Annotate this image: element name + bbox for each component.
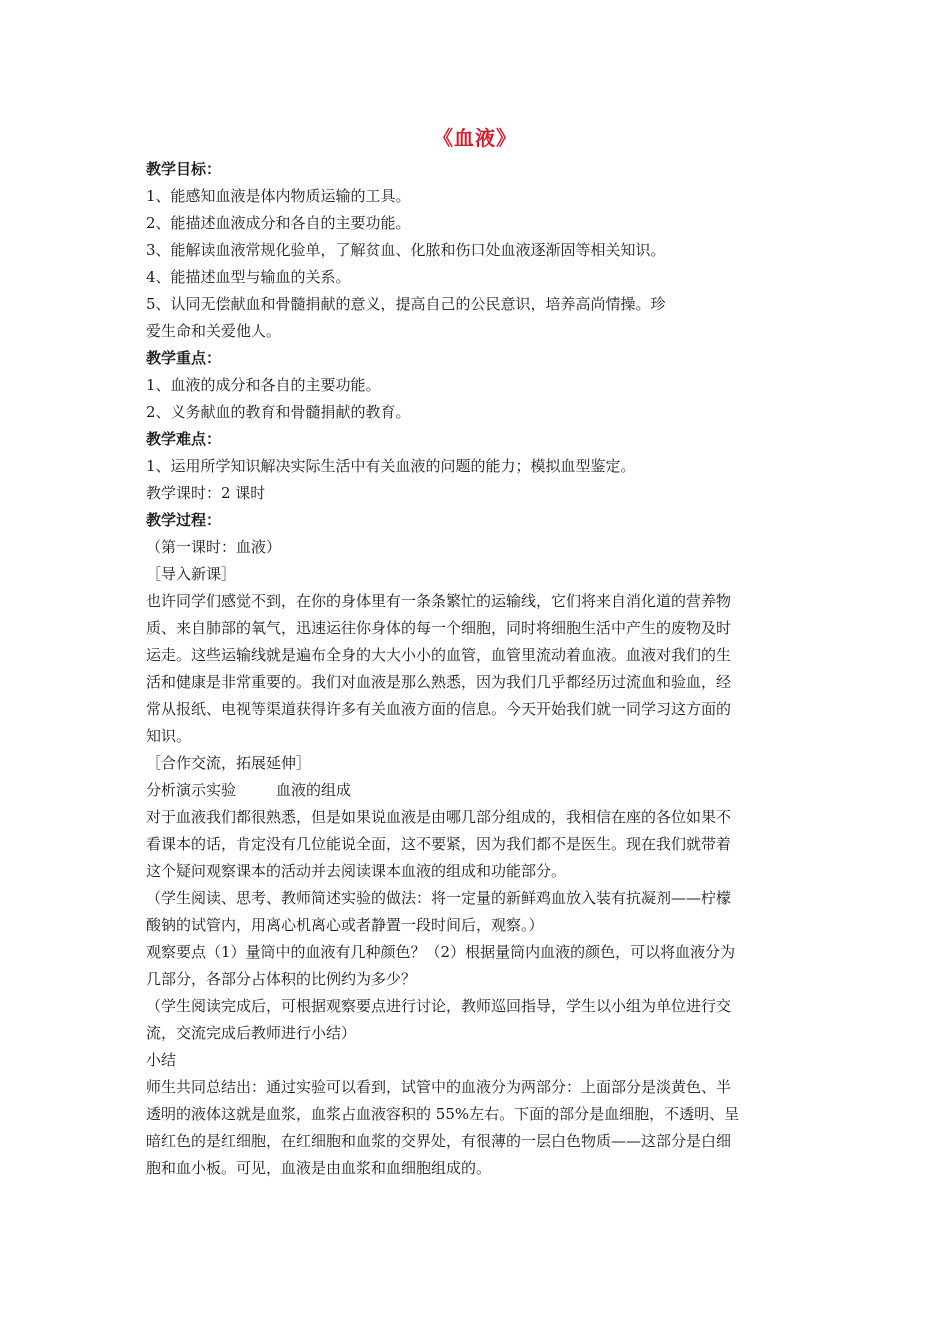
body-line — [146, 696, 812, 723]
body-line — [146, 210, 812, 237]
body-line — [146, 534, 812, 561]
line-text: 透明的液体这就是血浆，血浆占血液容积的 55%左右。下面的部分是血细胞，不透明、呈 — [146, 1105, 740, 1123]
body-line — [146, 615, 812, 642]
line-text: 教学重点： — [146, 349, 222, 367]
line-text: 暗红色的是红细胞，在红细胞和血浆的交界处，有很薄的一层白色物质——这部分是白细 — [146, 1132, 732, 1150]
body-line — [146, 966, 812, 993]
line-text: 师生共同总结出：通过实验可以看到，试管中的血液分为两部分：上面部分是淡黄色、半 — [146, 1078, 732, 1096]
body-line — [146, 885, 812, 912]
section-heading — [146, 426, 812, 453]
line-text: 分析演示实验 — [146, 781, 237, 799]
line-text: 质、来自肺部的氧气，迅速运往你身体的每一个细胞，同时将细胞生活中产生的废物及时 — [146, 619, 732, 637]
body-line — [146, 264, 812, 291]
body-line — [146, 318, 812, 345]
body-line — [146, 480, 812, 507]
line-text: 4、能描述血型与输血的关系。 — [146, 268, 351, 286]
body-line — [146, 1128, 812, 1155]
body-line — [146, 453, 812, 480]
line-text: （学生阅读、思考、教师简述实验的做法：将一定量的新鲜鸡血放入装有抗凝剂——柠檬 — [146, 889, 732, 907]
line-text: 知识。 — [146, 727, 192, 745]
body-line — [146, 723, 812, 750]
line-text: 教学课时：2 课时 — [146, 484, 266, 502]
body-line — [146, 669, 812, 696]
body-line — [146, 237, 812, 264]
body-line — [146, 588, 812, 615]
line-text: ［合作交流，拓展延伸］ — [146, 754, 312, 772]
section-heading — [146, 156, 812, 183]
line-text: 教学过程： — [146, 511, 222, 529]
body-line — [146, 183, 812, 210]
line-text: 酸钠的试管内，用离心机离心或者静置一段时间后，观察。） — [146, 916, 544, 934]
line-text: 对于血液我们都很熟悉，但是如果说血液是由哪几部分组成的，我相信在座的各位如果不 — [146, 808, 732, 826]
section-heading — [146, 345, 812, 372]
line-text: 2、能描述血液成分和各自的主要功能。 — [146, 214, 411, 232]
line-text: 教学目标： — [146, 160, 222, 178]
line-text: 几部分，各部分占体积的比例约为多少？ — [146, 970, 417, 988]
body-line — [146, 939, 812, 966]
body-line — [146, 1101, 812, 1128]
line-text: 1、能感知血液是体内物质运输的工具。 — [146, 187, 411, 205]
section-heading — [146, 507, 812, 534]
line-text: 5、认同无偿献血和骨髓捐献的意义，提高自己的公民意识，培养高尚情操。珍 — [146, 295, 666, 313]
line-text: 活和健康是非常重要的。我们对血液是那么熟悉，因为我们几乎都经历过流血和验血，经 — [146, 673, 732, 691]
body-line — [146, 1047, 812, 1074]
document-title: 《血液》 — [433, 126, 517, 150]
body-line — [146, 1074, 812, 1101]
document-body — [146, 156, 812, 1182]
line-text: （学生阅读完成后，可根据观察要点进行讨论，教师巡回指导，学生以小组为单位进行交 — [146, 997, 732, 1015]
line-text: 小结 — [146, 1051, 177, 1069]
line-text: 胞和血小板。可见，血液是由血浆和血细胞组成的。 — [146, 1159, 492, 1177]
body-line — [146, 372, 812, 399]
line-text: 爱生命和关爱他人。 — [146, 322, 282, 340]
body-line — [146, 1020, 812, 1047]
line-text: 流，交流完成后教师进行小结） — [146, 1024, 357, 1042]
body-line — [146, 750, 812, 777]
body-line — [146, 858, 812, 885]
line-text: 常从报纸、电视等渠道获得许多有关血液方面的信息。今天开始我们就一同学习这方面的 — [146, 700, 732, 718]
line-text: 运走。这些运输线就是遍布全身的大大小小的血管，血管里流动着血液。血液对我们的生 — [146, 646, 732, 664]
body-line — [146, 1155, 812, 1182]
line-text: 3、能解读血液常规化验单，了解贫血、化脓和伤口处血液逐渐固等相关知识。 — [146, 241, 666, 259]
body-line — [146, 291, 812, 318]
body-line — [146, 912, 812, 939]
body-line — [146, 993, 812, 1020]
body-line — [146, 561, 812, 588]
body-line — [146, 777, 812, 804]
line-text: 2、义务献血的教育和骨髓捐献的教育。 — [146, 403, 411, 421]
line-text: 1、血液的成分和各自的主要功能。 — [146, 376, 381, 394]
line-text: 看课本的话，肯定没有几位能说全面，这不要紧，因为我们都不是医生。现在我们就带着 — [146, 835, 732, 853]
line-text: 观察要点（1）量筒中的血液有几种颜色？（2）根据量筒内血液的颜色，可以将血液分为 — [146, 943, 736, 961]
line-text: 教学难点： — [146, 430, 222, 448]
line-text: 也许同学们感觉不到，在你的身体里有一条条繁忙的运输线，它们将来自消化道的营养物 — [146, 592, 732, 610]
body-line — [146, 831, 812, 858]
line-text: 这个疑问观察课本的活动并去阅读课本血液的组成和功能部分。 — [146, 862, 567, 880]
line-text: （第一课时：血液） — [146, 538, 282, 556]
body-line — [146, 399, 812, 426]
line-text: ［导入新课］ — [146, 565, 237, 583]
line-text-secondary: 血液的组成 — [276, 781, 352, 799]
line-text: 1、运用所学知识解决实际生活中有关血液的问题的能力；模拟血型鉴定。 — [146, 457, 636, 475]
body-line — [146, 804, 812, 831]
body-line — [146, 642, 812, 669]
